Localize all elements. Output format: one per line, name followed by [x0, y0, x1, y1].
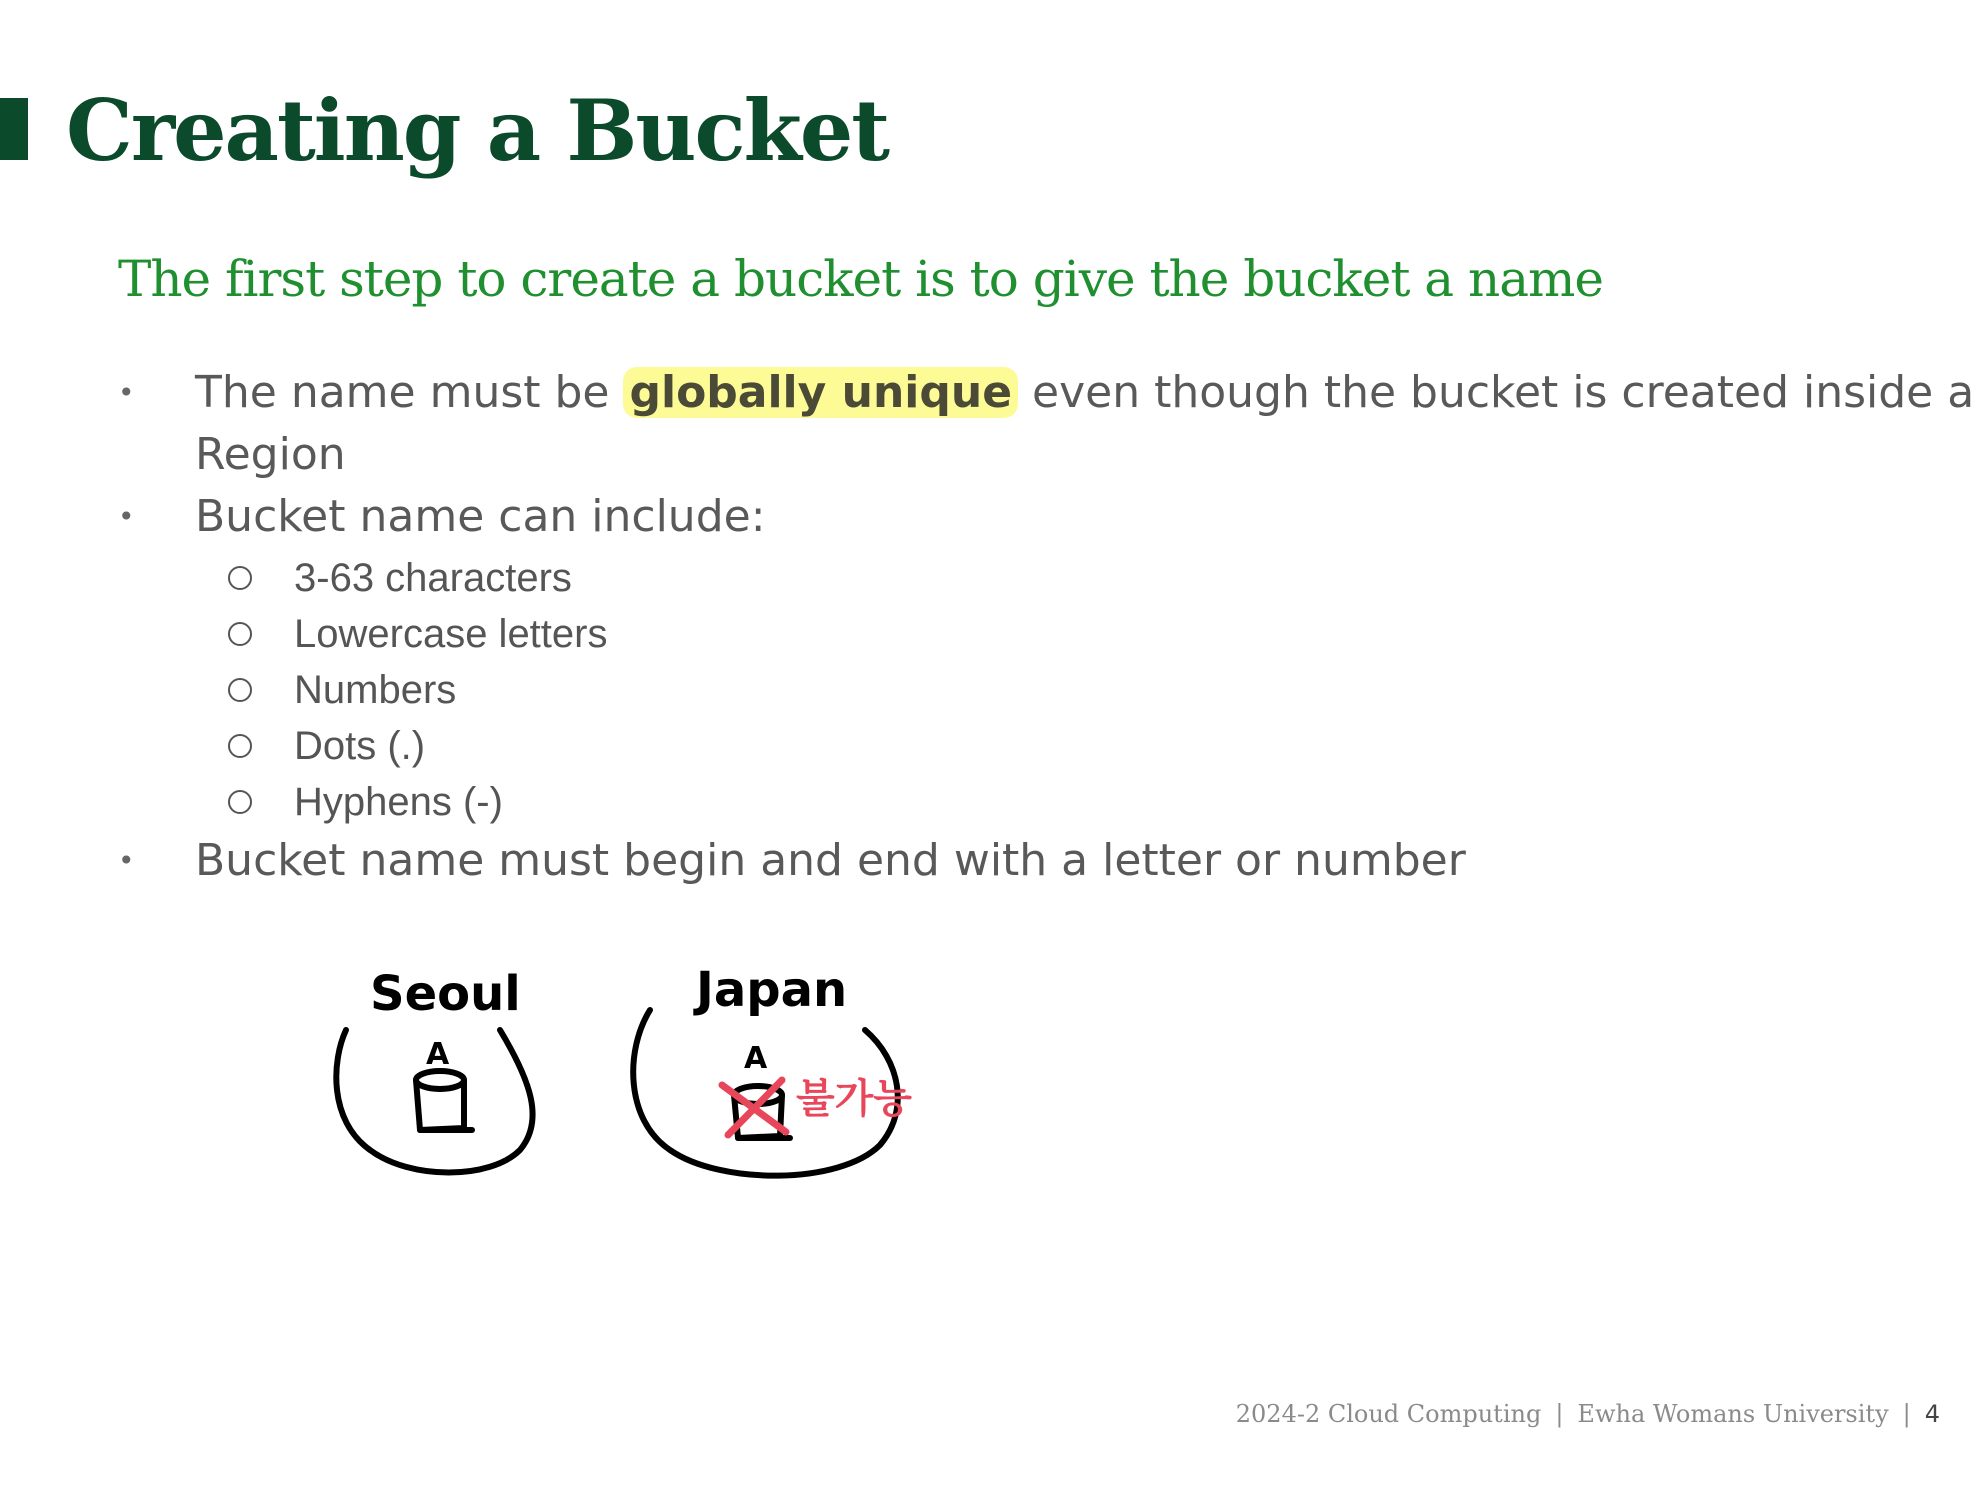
bullet-item-begin-end: Bucket name must begin and end with a letter or number: [195, 835, 1466, 886]
japan-bucket-label: A: [744, 1041, 768, 1076]
bullet-text-post: even though the bucket is created inside a: [1018, 367, 1975, 418]
region-sketch: [320, 960, 940, 1180]
footer-university: Ewha Womans University: [1577, 1400, 1889, 1428]
bullet-item-unique: [195, 362, 1975, 424]
bucket-icon: [416, 1071, 472, 1130]
seoul-bucket-label: A: [426, 1037, 450, 1072]
footer-separator: |: [1902, 1400, 1911, 1428]
subitem-hyphens: Hyphens (-): [294, 780, 503, 824]
bullet-marker: •: [118, 844, 135, 877]
subitem-numbers: Numbers: [294, 668, 457, 712]
slide-subtitle: The first step to create a bucket is to give the bucket a name: [118, 250, 1604, 308]
circle-bullet-icon: [228, 790, 252, 814]
impossible-note: 불가능: [796, 1076, 912, 1122]
circle-bullet-icon: [228, 678, 252, 702]
highlighted-text: globally unique: [623, 367, 1018, 418]
title-accent-bar: [0, 98, 28, 160]
bullet-marker: •: [118, 376, 135, 409]
circle-bullet-icon: [228, 566, 252, 590]
subitem-dots: Dots (.): [294, 724, 426, 768]
bullet-marker: •: [118, 500, 135, 533]
footer-course: 2024-2 Cloud Computing: [1235, 1400, 1542, 1428]
subitem-lowercase: Lowercase letters: [294, 612, 608, 656]
slide-title: Creating a Bucket: [66, 81, 889, 180]
bullet-item-include: Bucket name can include:: [195, 491, 766, 542]
bullet-text-continued: Region: [195, 429, 346, 480]
circle-bullet-icon: [228, 622, 252, 646]
page-number: 4: [1924, 1400, 1940, 1428]
japan-label: Japan: [696, 962, 848, 1018]
slide-footer: [1236, 1396, 1940, 1432]
subitem-characters: 3-63 characters: [294, 556, 572, 600]
seoul-label: Seoul: [370, 966, 521, 1022]
bullet-text-pre: The name must be: [195, 367, 624, 418]
footer-separator: |: [1555, 1400, 1564, 1428]
circle-bullet-icon: [228, 734, 252, 758]
